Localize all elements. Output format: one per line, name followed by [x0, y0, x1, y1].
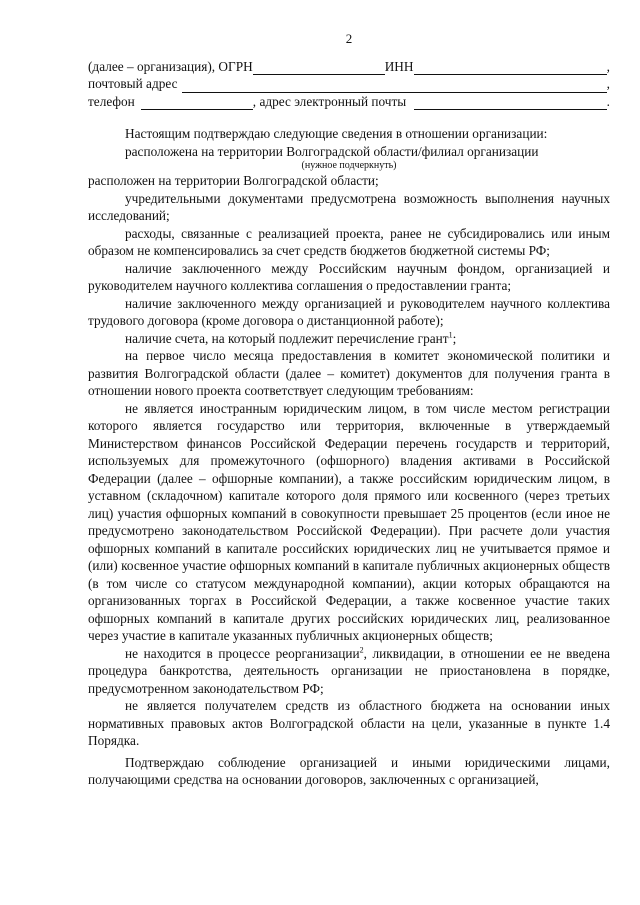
- item-reorganization: [88, 645, 610, 698]
- phone-email-line: [88, 93, 610, 111]
- dot: .: [606, 93, 610, 109]
- confirm-text: Подтверждаю соблюдение организацией и иными юридическими лицами, получающими средства на основании договоров, заключенных с организацией,: [88, 754, 610, 787]
- item-expenses: расходы, связанные с реализацией проекта, ранее не субсидировались или иным образом не компенсировались за счет средств бюджетов бюджетной системы РФ;: [88, 225, 610, 258]
- ogrn-field[interactable]: [253, 61, 385, 75]
- inn-field[interactable]: [414, 61, 607, 75]
- item-first-day: на первое число месяца предоставления в комитет экономической политики и развития Волгоградской области (далее – комитет) документов для получения гранта в отношении нового проекта соответствует следующим требованиям:: [88, 348, 610, 398]
- item-offshore: не является иностранным юридическим лицом, в том числе местом регистрации которого является государство или территория, включенные в утверждаемый Министерством финансов Российской Федерации перечень государств и территорий, используемых для промежуточного (офшорного) владения активами в Российской Федерации (далее – офшорные компании), а также российским юридическим лицом, в уставном (складочном) капитале которого доля прямого или косвенного (через третьих лиц) участия офшорных компаний в совокупности превышает 25 процентов (если иное не предусмотрено законодательством Российской Федерации). При расчете доли участия офшорных компаний в капитале российских юридических лиц не учитывается прямое и (или) косвенное участие офшорных компаний в капитале публичных акционерных обществ (в том числе со статусом международной компании), акции которых обращаются на организованных торгах в Российской Федерации, а также косвенное участие таких офшорных компаний в капитале других российских юридических лиц, реализованное через участие в капитале указанных публичных акционерных обществ;: [88, 400, 610, 643]
- page-number: 2: [345, 31, 353, 46]
- reorg-after: , ликвидации, в отношении ее не введена процедура банкротства, деятельность организации не приостановлена в порядке, предусмотренном законодательством РФ;: [88, 645, 610, 696]
- inn-label: ИНН: [384, 58, 414, 74]
- comma: ,: [606, 76, 610, 91]
- item-account: [88, 330, 610, 348]
- location-continuation: расположен на территории Волгоградской области;: [88, 173, 379, 188]
- comma: ,: [606, 58, 610, 74]
- location-line: расположена на территории Волгоградской области/филиал организации: [125, 143, 539, 159]
- footnote-ref-1[interactable]: 1: [448, 330, 453, 340]
- document-page: [88, 30, 610, 789]
- postal-line: [88, 75, 610, 93]
- phone-field[interactable]: [141, 96, 253, 110]
- item-budget: не является получателем средств из областного бюджета на основании иных нормативных правовых актов Волгоградской области на цели, указанные в пункте 1.4 Порядка.: [88, 698, 610, 748]
- account-text: наличие счета, на который подлежит перечисление грант: [125, 330, 449, 346]
- item-labor-contract: наличие заключенного между организацией и руководителем научного коллектива трудового договора (кроме договора о дистанционной работе);: [88, 295, 610, 328]
- email-field[interactable]: [414, 96, 606, 110]
- hint-text: (нужное подчеркнуть): [301, 160, 397, 171]
- email-label: , адрес электронный почты: [252, 93, 407, 109]
- account-tail: ;: [452, 330, 457, 346]
- footnote-ref-2[interactable]: 2: [359, 645, 364, 655]
- item-rnf-agreement: наличие заключенного между Российским научным фондом, организацией и руководителем научного коллектива соглашения о предоставлении гранта;: [88, 260, 610, 293]
- phone-label: телефон: [88, 93, 135, 109]
- item-charter: учредительными документами предусмотрена возможность выполнения научных исследований;: [88, 190, 610, 223]
- intro-text: Настоящим подтверждаю следующие сведения в отношении организации:: [125, 126, 548, 141]
- ogrn-inn-line: [88, 58, 610, 76]
- postal-label: почтовый адрес: [88, 76, 178, 91]
- org-label: (далее – организация), ОГРН: [88, 58, 253, 74]
- postal-address-field[interactable]: [182, 79, 607, 93]
- reorg-before: не находится в процессе реорганизации: [125, 645, 360, 661]
